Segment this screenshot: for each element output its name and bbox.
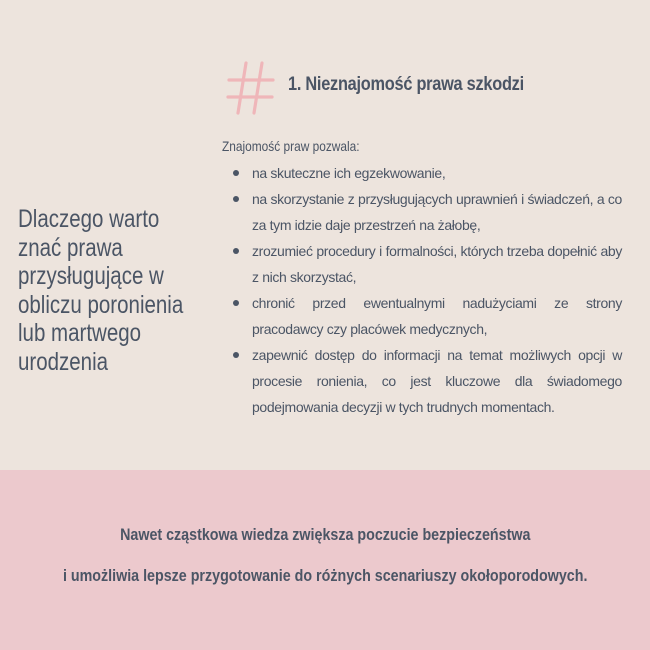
intro-text: Znajomość praw pozwala: — [222, 138, 360, 154]
side-title: Dlaczego warto znać prawa przysługujące w obliczu poronienia lub martwego urodzenia — [18, 205, 184, 376]
bullet-icon — [233, 352, 239, 358]
footer-line-1-text: Nawet cząstkowa wiedza zwiększa poczucie bezpieczeństwa — [119, 525, 531, 544]
bullet-icon — [233, 170, 239, 176]
bullet-icon — [233, 196, 239, 202]
list-item — [222, 186, 622, 238]
list-item-text: na skorzystanie z przysługujących uprawnień i świadczeń, a co za tym idzie daje przestrzeń na żałobę, — [252, 191, 622, 233]
bottom-panel — [0, 470, 650, 650]
footer-line-1 — [0, 525, 650, 545]
footer-line-2 — [0, 566, 650, 586]
main-content — [222, 136, 622, 420]
footer-line-2-text: i umożliwia lepsze przygotowanie do różnych scenariuszy okołoporodowych. — [62, 566, 588, 585]
list-item-text: zapewnić dostęp do informacji na temat możliwych opcji w procesie ronienia, co jest kluczowe dla świadomego podejmowania decyzji w tych trudnych momentach. — [252, 347, 622, 415]
bullet-icon — [233, 248, 239, 254]
rights-list — [222, 160, 622, 420]
bullet-icon — [233, 300, 239, 306]
list-item — [222, 238, 622, 290]
hash-icon — [226, 60, 276, 116]
list-item-text: chronić przed ewentualnymi nadużyciami ze strony pracodawcy czy placówek medycznych, — [252, 295, 622, 337]
list-item — [222, 290, 622, 342]
list-item — [222, 342, 622, 420]
section-heading: 1. Nieznajomość prawa szkodzi — [288, 74, 524, 95]
list-item — [222, 160, 622, 186]
list-item-text: na skuteczne ich egzekwowanie, — [252, 165, 446, 181]
list-item-text: zrozumieć procedury i formalności, których trzeba dopełnić aby z nich skorzystać, — [252, 243, 622, 285]
